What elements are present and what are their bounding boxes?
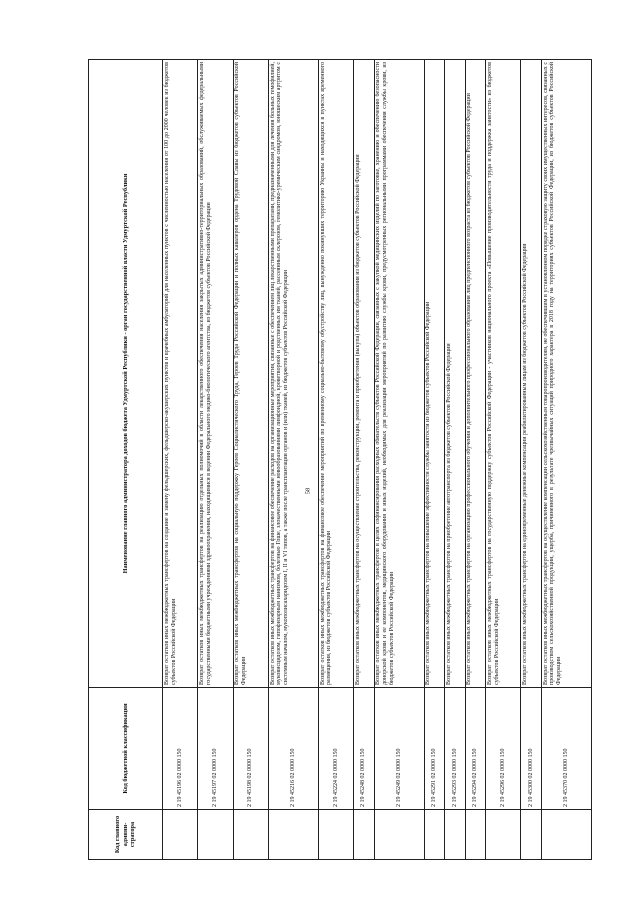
admin-code-cell	[354, 810, 374, 860]
table-row	[318, 60, 353, 860]
admin-code-cell	[541, 810, 591, 860]
income-name-cell: Возврат остатков иных межбюджетных трансфертов на осуществление строительства, реконструкции, ремонта и приобретения (выкупа) объектов образования из бюджетов субъектов Российской Федерации	[354, 60, 374, 688]
header-name: Наименование главного администратора доходов бюджета Удмуртской Республики - орган государственной власти Удмуртской Республики	[89, 60, 163, 688]
budget-code-cell: 2 19 45216 02 0000 150	[268, 688, 318, 810]
income-name-cell: Возврат остатков иных межбюджетных трансфертов на приобретение автотранспорта из бюджетов субъектов Российской Федерации	[445, 60, 465, 688]
budget-classification-table	[88, 59, 592, 860]
income-name-cell: Возврат остатков иных межбюджетных трансфертов на реализацию отдельных полномочий в области лекарственного обеспечения населения закрытых административно-территориальных образований, обслуживаемых федеральными государственными бюджетными учреждениями здравоохранения, находящимися в ведении Федерального медико-биологического агентства, из бюджетов субъектов Российской Федерации	[198, 60, 233, 688]
admin-code-cell	[374, 810, 424, 860]
admin-code-cell	[424, 810, 444, 860]
income-name-cell: Возврат остатков иных межбюджетных трансфертов на финансовое обеспечение расходов на организационные мероприятия, связанные с обеспечением лиц лекарственными препаратами, предназначенными для лечения больных гемофилией, муковисцидозом, гипофизарным нанизмом, болезнью Гоше, злокачественными новообразованиями лимфоидной, кроветворной и родственных им тканей, рассеянным склерозом, гемолитико-уремическим синдромом, юношеским артритом с системным началом, мукополисахаридозом I, II и VI типов, а также после трансплантации органов и (или) тканей, из бюджетов субъектов Российской Федерации	[268, 60, 318, 688]
table-row	[233, 60, 268, 860]
table-row	[521, 60, 541, 860]
budget-code-cell: 2 19 45196 02 0000 150	[163, 688, 198, 810]
table-row	[445, 60, 465, 860]
budget-code-cell: 2 19 45198 02 0000 150	[233, 688, 268, 810]
income-name-cell: Возврат остатков иных межбюджетных трансфертов в целях софинансирования расходных обязательств субъектов Российской Федерации, связанных с закупкой медицинских изделий по заготовке, хранению и обеспечению безопасности донорской крови и ее компонентов, медицинского оборудования и иных изделий, необходимых для реализации мероприятий по развитию службы крови, предусмотренных региональными программами обеспечения службы крови, из бюджетов субъектов Российской Федерации	[374, 60, 424, 688]
budget-code-cell: 2 19 45370 02 0000 150	[541, 688, 591, 810]
header-budget-code: Код бюджетной классификации	[89, 688, 163, 810]
budget-code-cell: 2 19 45293 02 0000 150	[445, 688, 465, 810]
income-name-cell: Возврат остатков иных межбюджетных трансфертов на организацию профессионального обучения и дополнительного профессионального образования лиц предпенсионного возраста из бюджетов субъектов Российской Федерации	[465, 60, 485, 688]
budget-code-cell: 2 19 45224 02 0000 150	[318, 688, 353, 810]
admin-code-cell	[465, 810, 485, 860]
table-row	[354, 60, 374, 860]
budget-code-cell: 2 19 45294 02 0000 150	[465, 688, 485, 810]
budget-code-cell: 2 19 45197 02 0000 150	[198, 688, 233, 810]
budget-code-cell: 2 19 45300 02 0000 150	[521, 688, 541, 810]
budget-code-cell: 2 19 45248 02 0000 150	[354, 688, 374, 810]
table-body	[163, 60, 592, 860]
income-name-cell: Возврат остатков иных межбюджетных трансфертов на государственную поддержку субъектов Российской Федерации - участников национального проекта «Повышение производительности труда и поддержка занятости» из бюджетов субъектов Российской Федерации	[486, 60, 521, 688]
header-admin-code: Код главного админи-стратора	[89, 810, 163, 860]
rotated-page-content	[88, 60, 592, 860]
admin-code-cell	[521, 810, 541, 860]
income-name-cell: Возврат остатков иных межбюджетных трансфертов на финансовое обеспечение мероприятий по временному социально-бытовому обустройству лиц, вынужденно покинувших территорию Украины и находящихся в пунктах временного размещения, из бюджетов субъектов Российской Федерации	[318, 60, 353, 688]
income-name-cell: Возврат остатков иных межбюджетных трансфертов на повышение эффективности службы занятости из бюджетов субъектов Российской Федерации	[424, 60, 444, 688]
admin-code-cell	[445, 810, 465, 860]
table-row	[424, 60, 444, 860]
income-name-cell: Возврат остатков иных межбюджетных трансфертов на создание и замену фельдшерских, фельдшерско-акушерских пунктов и врачебных амбулаторий для населенных пунктов с численностью населения от 100 до 2000 человек из бюджетов субъектов Российской Федерации	[163, 60, 198, 688]
page-number: 58	[304, 487, 311, 495]
admin-code-cell	[268, 810, 318, 860]
table-row	[268, 60, 318, 860]
income-name-cell: Возврат остатков иных межбюджетных трансфертов на социальную поддержку Героев Социалистического Труда, Героев Труда Российской Федерации и полных кавалеров ордена Трудовой Славы из бюджетов субъектов Российской Федерации	[233, 60, 268, 688]
admin-code-cell	[318, 810, 353, 860]
income-name-cell: Возврат остатков иных межбюджетных трансфертов на единовременные денежные компенсации реабилитированным лицам из бюджетов субъектов Российской Федерации	[521, 60, 541, 688]
table-row	[163, 60, 198, 860]
table-header-row	[89, 60, 163, 860]
table-row	[541, 60, 591, 860]
budget-code-cell: 2 19 45291 02 0000 150	[424, 688, 444, 810]
income-name-cell: Возврат остатков иных межбюджетных трансфертов на осуществление компенсации сельскохозяйственным товаропроизводителям, не обеспечившим в установленном порядке страховую защиту своих имущественных интересов, связанных с производством сельскохозяйственной продукции, ущерба, причиненного в результате чрезвычайных ситуаций природного характера в 2018 году на территориях субъектов Российской Федерации, из бюджетов субъектов Российской Федерации	[541, 60, 591, 688]
admin-code-cell	[486, 810, 521, 860]
budget-code-cell: 2 19 45296 02 0000 150	[486, 688, 521, 810]
table-row	[486, 60, 521, 860]
admin-code-cell	[198, 810, 233, 860]
admin-code-cell	[163, 810, 198, 860]
table-row	[198, 60, 233, 860]
admin-code-cell	[233, 810, 268, 860]
budget-code-cell: 2 19 45249 02 0000 150	[374, 688, 424, 810]
table-row	[465, 60, 485, 860]
table-row	[374, 60, 424, 860]
